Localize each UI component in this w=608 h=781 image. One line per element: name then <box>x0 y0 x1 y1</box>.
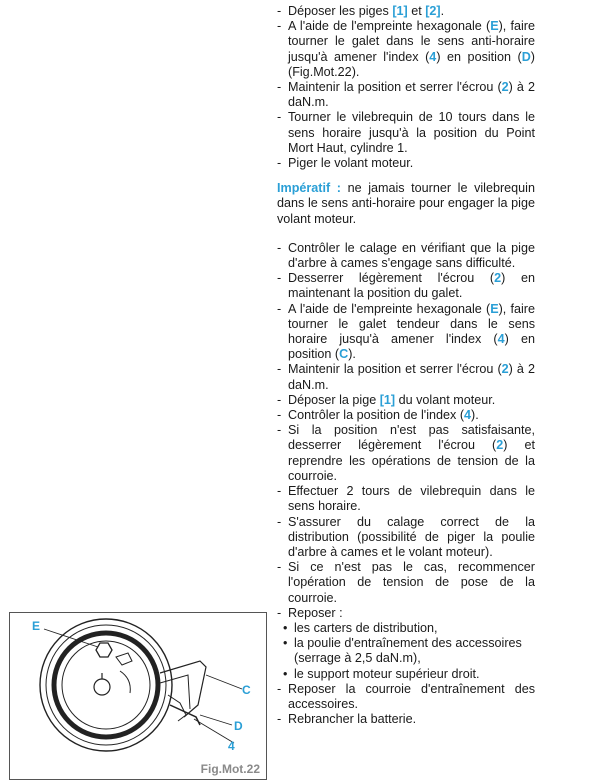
reference-mark: [2] <box>425 4 441 18</box>
figure-label-d: D <box>234 719 243 733</box>
step-text: Desserrer légèrement l'écrou ( <box>288 271 495 286</box>
step-item <box>277 560 535 606</box>
step-text: Reposer : <box>288 605 343 620</box>
step-text: Maintenir la position et serrer l'écrou ( <box>288 80 502 95</box>
imperative-text: ne jamais tourner le vilebrequin dans le sens anti-horaire pour engager la pige volant moteur. <box>277 181 535 226</box>
step-text: Effectuer 2 tours de vilebrequin dans le sens horaire. <box>288 484 535 514</box>
steps-list-1 <box>277 4 535 171</box>
reference-mark: 4 <box>429 49 437 64</box>
step-text: Si la position n'est pas satisfaisante, desserrer légèrement l'écrou ( <box>288 423 535 453</box>
step-text: et <box>407 4 426 18</box>
step-text: Piger le volant moteur. <box>288 156 414 171</box>
step-text: A l'aide de l'empreinte hexagonale ( <box>288 19 491 34</box>
step-text: ), faire tourner le galet dans le sens anti-horaire jusqu'à amener l'index ( <box>288 19 535 64</box>
step-text: du volant moteur. <box>395 392 496 407</box>
reference-mark: 4 <box>497 332 505 347</box>
figure-caption: Fig.Mot.22 <box>200 762 260 776</box>
step-text: ) en maintenant la position du galet. <box>288 271 536 301</box>
step-item <box>277 393 535 408</box>
step-item <box>277 682 535 712</box>
steps-list-2 <box>277 241 535 728</box>
step-item <box>277 712 535 727</box>
step-text: Rebrancher la batterie. <box>288 712 417 727</box>
step-text: ). <box>471 408 479 423</box>
reference-mark: 2 <box>501 362 509 377</box>
reference-mark: E <box>490 19 499 34</box>
reference-mark: 2 <box>496 438 504 453</box>
step-text: S'assurer du calage correct de la distribution (possibilité de piger la poulie d'arbre à cames et le volant moteur). <box>288 514 535 559</box>
step-text: ) en position ( <box>436 49 522 64</box>
step-item <box>277 606 535 621</box>
step-text: Déposer la pige <box>288 392 380 407</box>
reference-mark: E <box>490 301 499 316</box>
step-text: A l'aide de l'empreinte hexagonale ( <box>288 301 491 316</box>
imperative-label: Impératif : <box>277 181 341 196</box>
step-text: ) à 2 daN.m. <box>288 80 535 110</box>
instructions-column <box>277 4 535 727</box>
reference-mark: 2 <box>501 80 509 95</box>
step-item <box>277 19 535 80</box>
step-text: ) en position ( <box>288 332 535 362</box>
reference-mark: 4 <box>464 408 472 423</box>
figure-label-c: C <box>242 683 251 697</box>
reference-mark: C <box>339 347 349 362</box>
tensioner-diagram <box>10 613 266 779</box>
sub-item: • les carters de distribution, <box>277 621 535 636</box>
step-item <box>277 241 535 271</box>
step-text: ) à 2 daN.m. <box>288 362 535 392</box>
step-text: Tourner le vilebrequin de 10 tours dans le sens horaire jusqu'à la position du Point Mort Haut, cylindre 1. <box>288 110 535 155</box>
sub-item: • le support moteur supérieur droit. <box>277 667 535 682</box>
tensioner-figure <box>9 612 267 780</box>
reference-mark: D <box>521 49 531 64</box>
step-text: Si ce n'est pas le cas, recommencer l'opération de tension de pose de la courroie. <box>288 560 535 605</box>
reference-mark: [1] <box>379 392 396 407</box>
step-item <box>277 484 535 514</box>
step-text: ) et reprendre les opérations de tension de la courroie. <box>288 438 535 483</box>
step-item <box>277 4 535 19</box>
step-text: ) (Fig.Mot.22). <box>288 49 535 79</box>
step-text: Reposer la courroie d'entraînement des accessoires. <box>288 681 535 711</box>
step-text: Contrôler la position de l'index ( <box>288 408 465 423</box>
step-item <box>277 271 535 301</box>
step-item <box>277 515 535 561</box>
step-item <box>277 423 535 484</box>
step-text: Maintenir la position et serrer l'écrou ( <box>288 362 502 377</box>
imperative-note <box>277 181 535 227</box>
step-item <box>277 302 535 363</box>
reference-mark: [1] <box>392 4 408 18</box>
step-text: Contrôler le calage en vérifiant que la pige d'arbre à cames s'engage sans difficulté. <box>288 240 535 271</box>
step-item <box>277 408 535 423</box>
figure-label-e: E <box>32 619 41 633</box>
step-item <box>277 156 535 171</box>
step-text: . <box>440 4 445 18</box>
figure-label-4: 4 <box>228 739 235 753</box>
step-text: ), faire tourner le galet tendeur dans le sens horaire jusqu'à amener l'index ( <box>288 301 535 347</box>
step-item <box>277 80 535 110</box>
step-text: Déposer les piges <box>288 4 393 18</box>
step-text: ). <box>348 347 356 362</box>
step-item <box>277 110 535 156</box>
reference-mark: 2 <box>494 271 502 286</box>
sub-item: • la poulie d'entraînement des accessoires (serrage à 2,5 daN.m), <box>277 636 535 666</box>
step-item <box>277 362 535 392</box>
